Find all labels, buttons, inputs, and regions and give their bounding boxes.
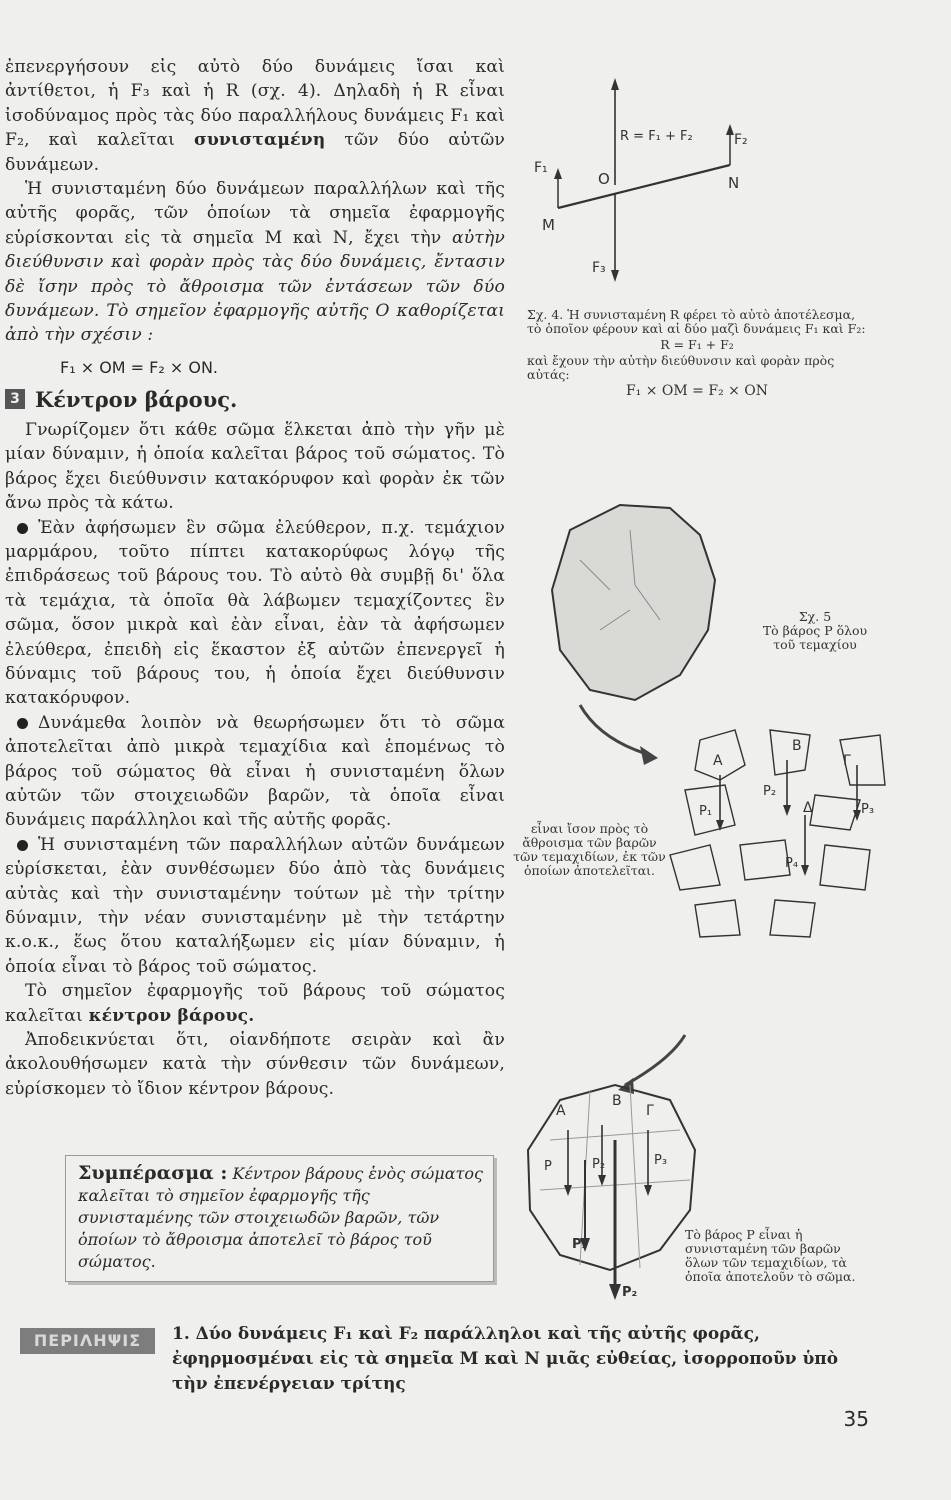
body-label-P3: P₃ <box>654 1153 668 1168</box>
term-bold: κέντρον βάρους. <box>88 1005 255 1026</box>
conclusion-title: Συμπέρασμα : <box>78 1162 228 1184</box>
caption-text: καὶ ἔχουν τὴν αὐτὴν διεύθυνσιν καὶ φορὰν πρὸς αὐτάς: <box>527 353 835 382</box>
arrowhead-icon <box>640 746 658 765</box>
label-F3: F₃ <box>592 260 606 276</box>
body-label-P1: P₁ <box>572 1237 588 1252</box>
piece-label-G: Γ <box>843 753 851 769</box>
summary-label: ΠΕΡΙΛΗΨΙΣ <box>20 1328 155 1354</box>
bullet-paragraph <box>5 516 505 711</box>
conclusion-box <box>65 1155 494 1282</box>
piece-label-D: Δ <box>803 800 813 816</box>
body-label-A: A <box>556 1103 566 1119</box>
section-heading <box>5 387 505 412</box>
conclusion-text: Κέντρον βάρους ἑνὸς σώματος καλεῖται τὸ σημεῖον ἐφαρμογῆς τῆς συνισταμένης τῶν στοιχειωδῶν βαρῶν, τῶν ὁποίων τὸ ἄθροισμα ἀποτελεῖ τὸ βάρος τοῦ σώματος. <box>78 1164 483 1271</box>
paragraph-text: Ἡ συνισταμένη τῶν παραλλήλων αὐτῶν δυνάμεων εὑρίσκεται, ἐὰν συνθέσωμεν δύο ἀπὸ τὰς δυνάμεις αὐτὰς καὶ τὴν συνισταμένην τούτων μὲ τὴν τρίτην δύναμιν, τὴν νέαν συνισταμένην μὲ τὴν τετάρτην κ.ο.κ., ἕως ὅτου καταλήξωμεν εἰς μίαν δύναμιν, ἡ ὁποία εἶναι τὸ βάρος τοῦ σώματος. <box>5 834 505 977</box>
body-label-B: B <box>612 1093 622 1109</box>
piece-label-P1: P₁ <box>699 804 713 819</box>
paragraph-italic: αὐτὴν διεύθυνσιν καὶ φορὰν πρὸς τὰς δύο δυνάμεις, ἔντασιν δὲ ἴσην πρὸς τὸ ἄθροισμα τῶν ἐντάσεων τῶν δύο δυνάμεων. Τὸ σημεῖον ἐφαρμογῆς αὐτῆς Ο καθορίζεται ἀπὸ τὴν σχέσιν : <box>5 227 505 346</box>
bullet-paragraph <box>5 711 505 833</box>
curved-arrow <box>580 705 650 755</box>
paragraph-text: τῶν δύο αὐτῶν δυνάμεων. <box>5 130 505 175</box>
paragraph-text: Ἐὰν ἀφήσωμεν ἓν σῶμα ἐλεύθερον, π.χ. τεμάχιον μαρμάρου, τοῦτο πίπτει κατακορύφως λόγῳ τῆς ἐπιδράσεως τοῦ βάρους του. Τὸ αὐτὸ θὰ συμβῇ δι' ὅλα τὰ τεμάχια, τὰ ὁποῖα θὰ λάβωμεν τεμαχίζοντες ἓν σῶμα, ὅσον μικρὰ καὶ ἐὰν εἶναι, ἐὰν τὰ ἀφήσωμεν ἐλεύθερα, ἐπειδὴ εἰς ἕκαστον ἐξ αὐτῶν ἐπενεργεῖ ἡ δύναμις τοῦ βάρους του, ἡ ὁποία ἔχει διεύθυνσιν κατακόρυφον. <box>5 517 505 709</box>
label-M: M <box>542 216 555 234</box>
caption-text: Σχ. 4. Ἡ συνισταμένη R φέρει τὸ αὐτὸ ἀποτέλεσμα, τὸ ὁποῖον φέρουν καὶ αἱ δύο μαζὶ δυνάμεις F₁ καὶ F₂: <box>527 307 866 336</box>
arrowhead-icon <box>554 168 562 179</box>
caption-title: Σχ. 5 <box>798 609 832 624</box>
section-number: 3 <box>5 389 25 409</box>
piece-label-B: B <box>792 738 802 754</box>
paragraph-text: ἐπενεργήσουν εἰς αὐτὸ δύο δυνάμεις ἴσαι καὶ ἀντίθετοι, ἡ F₃ καὶ ἡ R (σχ. 4). Δηλαδὴ ἡ R εἶναι ἰσοδύναμος πρὸς τὰς δύο παραλλήλους δυνάμεις F₁ καὶ F₂, καὶ καλεῖται <box>5 57 505 151</box>
combined-body-illustration <box>520 1030 700 1310</box>
bullet-icon <box>17 523 28 534</box>
main-text-column <box>5 55 505 1101</box>
arrowhead-icon <box>611 78 619 90</box>
bullet-icon <box>17 840 28 851</box>
figure-4-diagram <box>520 60 780 300</box>
bullet-icon <box>17 718 28 729</box>
paragraph: Ἀποδεικνύεται ὅτι, οἱανδήποτε σειρὰν καὶ ἂν ἀκολουθήσωμεν κατὰ τὴν σύνθεσιν τῶν δυνάμεων, εὑρίσκομεν τὸ ἴδιον κέντρον βάρους. <box>5 1030 505 1099</box>
arrowhead-icon <box>611 270 619 282</box>
caption-formula: F₁ × OM = F₂ × ON <box>625 383 769 399</box>
label-N: N <box>728 174 740 192</box>
combined-body-caption: Τὸ βάρος P εἶναι ἡ συνισταμένη τῶν βαρῶν ὅλων τῶν τεμαχιδίων, τὰ ὁποῖα ἀποτελοῦν τὸ σῶμα. <box>685 1227 856 1284</box>
piece-label-A: A <box>713 753 723 769</box>
label-O: O <box>598 170 610 188</box>
body-label-P2-result: P₂ <box>622 1285 638 1300</box>
paragraph-text: Δυνάμεθα λοιπὸν νὰ θεωρήσωμεν ὅτι τὸ σῶμα ἀποτελεῖται ἀπὸ μικρὰ τεμαχίδια καὶ ἑπομένως τὸ βάρος τοῦ σώματος θὰ εἶναι ἡ συνισταμένη ὅλων αὐτῶν τῶν στοιχειωδῶν βαρῶν, τὰ ὁποῖα εἶναι δυνάμεις παράλληλοι καὶ τῆς αὐτῆς φορᾶς. <box>5 712 505 831</box>
section-title: Κέντρον βάρους. <box>35 386 238 412</box>
paragraph <box>5 177 505 348</box>
fragments-caption: εἶναι ἴσον πρὸς τὸ ἄθροισμα τῶν βαρῶν τῶν τεμαχιδίων, ἐκ τῶν ὁποίων ἀποτελεῖται. <box>513 821 666 878</box>
term-bold: συνισταμένη <box>194 130 326 151</box>
formula: F₁ × OM = F₂ × ON. <box>60 357 219 377</box>
piece-label-P4: P₄ <box>785 856 799 871</box>
caption-text: Τὸ βάρος P ὅλου τοῦ τεμαχίου <box>762 623 868 652</box>
caption-formula: R = F₁ + F₂ <box>660 337 734 352</box>
paragraph: Γνωρίζομεν ὅτι κάθε σῶμα ἕλκεται ἀπὸ τὴν γῆν μὲ μίαν δύναμιν, ἡ ὁποία καλεῖται βάρος τοῦ σώματος. Τὸ βάρος ἔχει διεύθυνσιν κατακόρυφον καὶ φορὰν ἐκ τῶν ἄνω πρὸς τὰ κάτω. <box>5 419 505 514</box>
label-F1: F₁ <box>534 160 548 176</box>
bullet-paragraph <box>5 833 505 979</box>
figure-5-caption <box>755 610 875 652</box>
label-R: R = F₁ + F₂ <box>620 129 693 144</box>
summary-text: 1. Δύο δυνάμεις F₁ καὶ F₂ παράλληλοι καὶ τῆς αὐτῆς φορᾶς, ἐφηρμοσμέναι εἰς τὰ σημεῖα Μ καὶ Ν μιᾶς εὐθείας, ἰσορροποῦν ὑπὸ τὴν ἐπενέργειαν τρίτης <box>172 1324 839 1394</box>
body-label-G: Γ <box>646 1103 654 1119</box>
body-label-P2: P₂ <box>592 1157 606 1172</box>
piece-label-P2: P₂ <box>763 784 777 799</box>
curved-arrow <box>625 1035 685 1085</box>
figure-4-caption <box>527 308 867 400</box>
paragraph <box>5 55 505 177</box>
paragraph <box>5 979 505 1028</box>
piece-label-P3: P₃ <box>861 802 875 817</box>
paragraph-text: Ἡ συνισταμένη δύο δυνάμεων παραλλήλων καὶ τῆς αὐτῆς φορᾶς, τῶν ὁποίων τὰ σημεῖα ἐφαρμογῆς εὑρίσκονται εἰς τὰ σημεῖα Μ καὶ Ν, ἔχει τὴν <box>5 179 505 248</box>
label-F2: F₂ <box>734 132 748 148</box>
page-number: 35 <box>843 1407 869 1431</box>
fragments-illustration <box>665 725 895 945</box>
body-label-P: P <box>544 1159 552 1174</box>
paragraph-text: Τὸ σημεῖον ἐφαρμογῆς τοῦ βάρους τοῦ σώματος καλεῖται <box>5 981 505 1026</box>
rock-illustration <box>540 490 740 750</box>
lever-line <box>558 165 730 208</box>
arrowhead-icon <box>726 124 734 135</box>
